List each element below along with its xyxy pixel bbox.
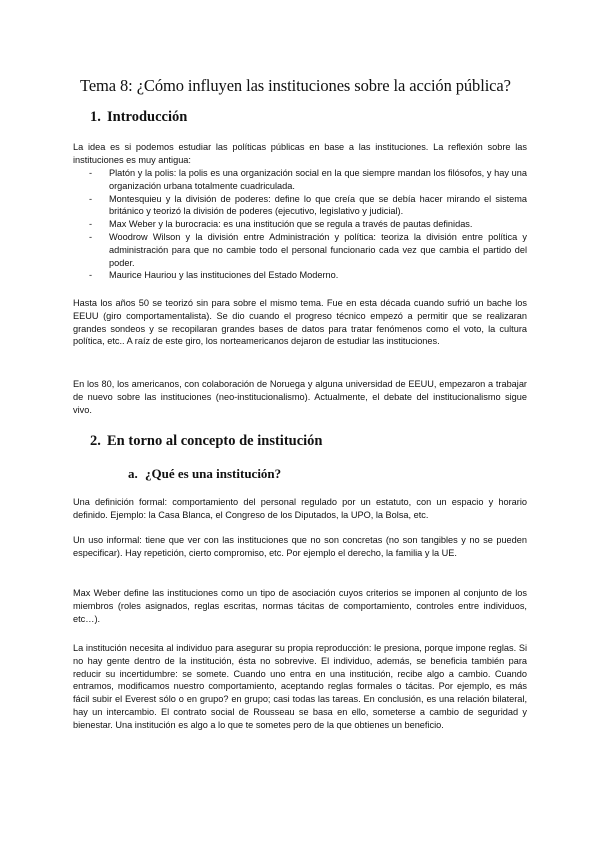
page-title: Tema 8: ¿Cómo influyen las instituciones sobre la acción pública? [80, 76, 511, 95]
paragraph-neo-institutionalism: En los 80, los americanos, con colaboración de Noruega y alguna universidad de EEUU, empezaron a trabajar de nuevo sobre las instituciones (neo-institucionalismo). Actualmente, el debate del institucionalismo sigue vivo. [73, 379, 527, 415]
paragraph-individual: La institución necesita al individuo para asegurar su propia reproducción: le presiona, porque impone reglas. Si no hay gente dentro de la institución, ésta no sobrevive. El individuo, además, se beneficia también para reducir su incertidumbre: se somete. Cuando uno entra en una institución, recibe algo a cambio. Cuando entramos, modificamos nuestro comportamiento, aceptando reglas formales o tácitas. Por ejemplo, es más fácil subir el Everest sólo o en grupo? en grupo; casi todas las tareas. En conclusión, es una relación bilateral, hay un intercambio. El contrato social de Rousseau se basa en ello, someterse a cambio de seguridad y bienestar. Una institución es algo a lo que te sometes pero de la que obtienes un beneficio. [73, 643, 527, 730]
subsection-a-heading [128, 466, 281, 482]
list-item: - Max Weber y la burocracia: es una institución que se regula a través de pautas definidas. [89, 219, 473, 230]
section-2-number: 2. [90, 433, 101, 449]
intro-paragraph: La idea es si podemos estudiar las políticas públicas en base a las instituciones. La reflexión sobre las instituciones es muy antigua: [73, 142, 527, 165]
paragraph-informal-use: Un uso informal: tiene que ver con las instituciones que no son concretas (no son tangibles y no se pueden especificar). Hay repetición, cierto compromiso, etc. Por ejemplo el derecho, la familia y la UE. [73, 535, 527, 558]
section-1-title: Introducción [107, 109, 188, 125]
list-item: - Platón y la polis: la polis es una organización social en la que siempre mandan los filósofos, y hay una organización urbana totalmente cuadriculada. [89, 168, 527, 191]
paragraph-weber: Max Weber define las instituciones como un tipo de asociación cuyos criterios se imponen al conjunto de los miembros (roles asignados, reglas escritas, normas tácitas de comportamiento, controles entre individuos, etc…). [73, 588, 527, 624]
paragraph-formal-definition: Una definición formal: comportamiento del personal regulado por un estatuto, con un espacio y horario definido. Ejemplo: la Casa Blanca, el Congreso de los Diputados, la UPO, la Bolsa, etc. [73, 497, 527, 520]
subsection-a-title: ¿Qué es una institución? [145, 466, 282, 481]
list-item: - Montesquieu y la división de poderes: define lo que creía que se debía hacer mirando el sistema británico y teorizó la división de poderes (ejecutivo, legislativo y judicial). [89, 193, 527, 217]
section-2-heading [90, 433, 323, 450]
list-item: - Maurice Hauriou y las instituciones del Estado Moderno. [89, 270, 339, 281]
section-1-number: 1. [90, 109, 101, 125]
subsection-a-number: a. [128, 466, 138, 481]
list-item: - Woodrow Wilson y la división entre Administración y política: teoriza la división entre política y administración para que no cambie todo el personal funcionario cada vez que cambia el partido del poder. [89, 231, 527, 268]
section-2-title: En torno al concepto de institución [107, 433, 323, 449]
section-1-heading [90, 109, 187, 126]
paragraph-history: Hasta los años 50 se teorizó sin para sobre el mismo tema. Fue en esta década cuando sufrió un bache los EEUU (giro comportamentalista). Se dio cuando el progreso técnico empezó a permitir que se realizaran grandes sondeos y se recopilaran grandes bases de datos para tratar fenómenos como el voto, la cultura política, etc.. A raíz de este giro, los norteamericanos dejaron de estudiar las instituciones. [73, 298, 527, 347]
bullet-list [73, 167, 527, 282]
